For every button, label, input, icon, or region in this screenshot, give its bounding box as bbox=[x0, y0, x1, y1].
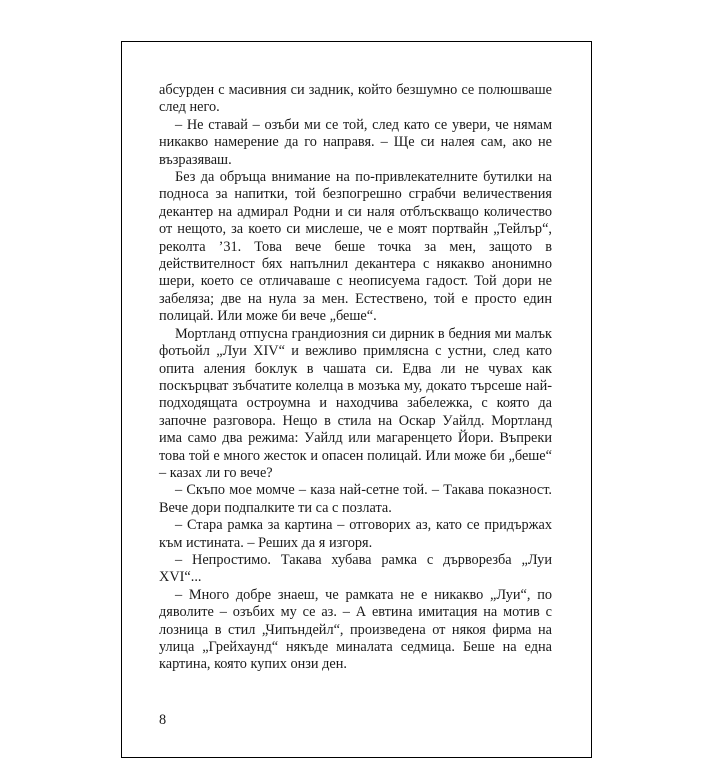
paragraph: – Скъпо мое момче – каза най-сетне той. – Такава показност. Вече дори подпалките ти са с позлата. bbox=[159, 482, 552, 516]
page-number: 8 bbox=[159, 712, 167, 728]
paragraph: – Не ставай – озъби ми се той, след като се увери, че нямам никакво намерение да го направя. – Ще си налея сам, ако не възразяваш. bbox=[159, 116, 552, 168]
paragraph: абсурден с масивния си задник, който безшумно се полюшваше след него. bbox=[159, 82, 552, 116]
page-body-text bbox=[159, 82, 552, 674]
paragraph: – Много добре знаеш, че рамката не е никакво „Луи“, по дяволите – озъбих му се аз. – А евтина имитация на мотив с лозница в стил „Чипъндейл“, произведена от някоя фирма на улица „Грейхаунд“ някъде миналата седмица. Беше на една картина, която купих онзи ден. bbox=[159, 586, 552, 673]
book-page bbox=[121, 41, 592, 758]
paragraph: Мортланд отпусна грандиозния си дирник в бедния ми малък фотьойл „Луи XIV“ и вежливо примлясна с устни, след като опита аления боклук в чашата си. Едва ли не чувах как поскърцват зъбчатите колелца в мозъка му, докато търсеше най-подходящата остроумна и находчива забележка, с която да започне разговора. Нещо в стила на Оскар Уайлд. Мортланд има само два режима: Уайлд или магаренцето Йори. Въпреки това той е много жесток и опасен полицай. Или може би „беше“ – казах ли го вече? bbox=[159, 325, 552, 481]
paragraph: – Непростимо. Такава хубава рамка с дърворезба „Луи XVI“... bbox=[159, 551, 552, 586]
paragraph: Без да обръща внимание на по-привлекателните бутилки на подноса за напитки, той безпогрешно сграбчи величествения декантер на адмирал Родни и си наля отблъскващо количество от нещото, за което си мислеше, че е моят портвайн „Тейлър“, реколта ’31. Това вече беше точка за мен, защото в действителност бях напълнил декантера с някакво анонимно шери, което се отличаваше с неописуема гадост. Той дори не забеляза; две на нула за мен. Естествено, той е просто един полицай. Или може би вече „беше“. bbox=[159, 169, 552, 325]
paragraph: – Стара рамка за картина – отговорих аз, като се придържах към истината. – Реших да я изгоря. bbox=[159, 517, 552, 551]
